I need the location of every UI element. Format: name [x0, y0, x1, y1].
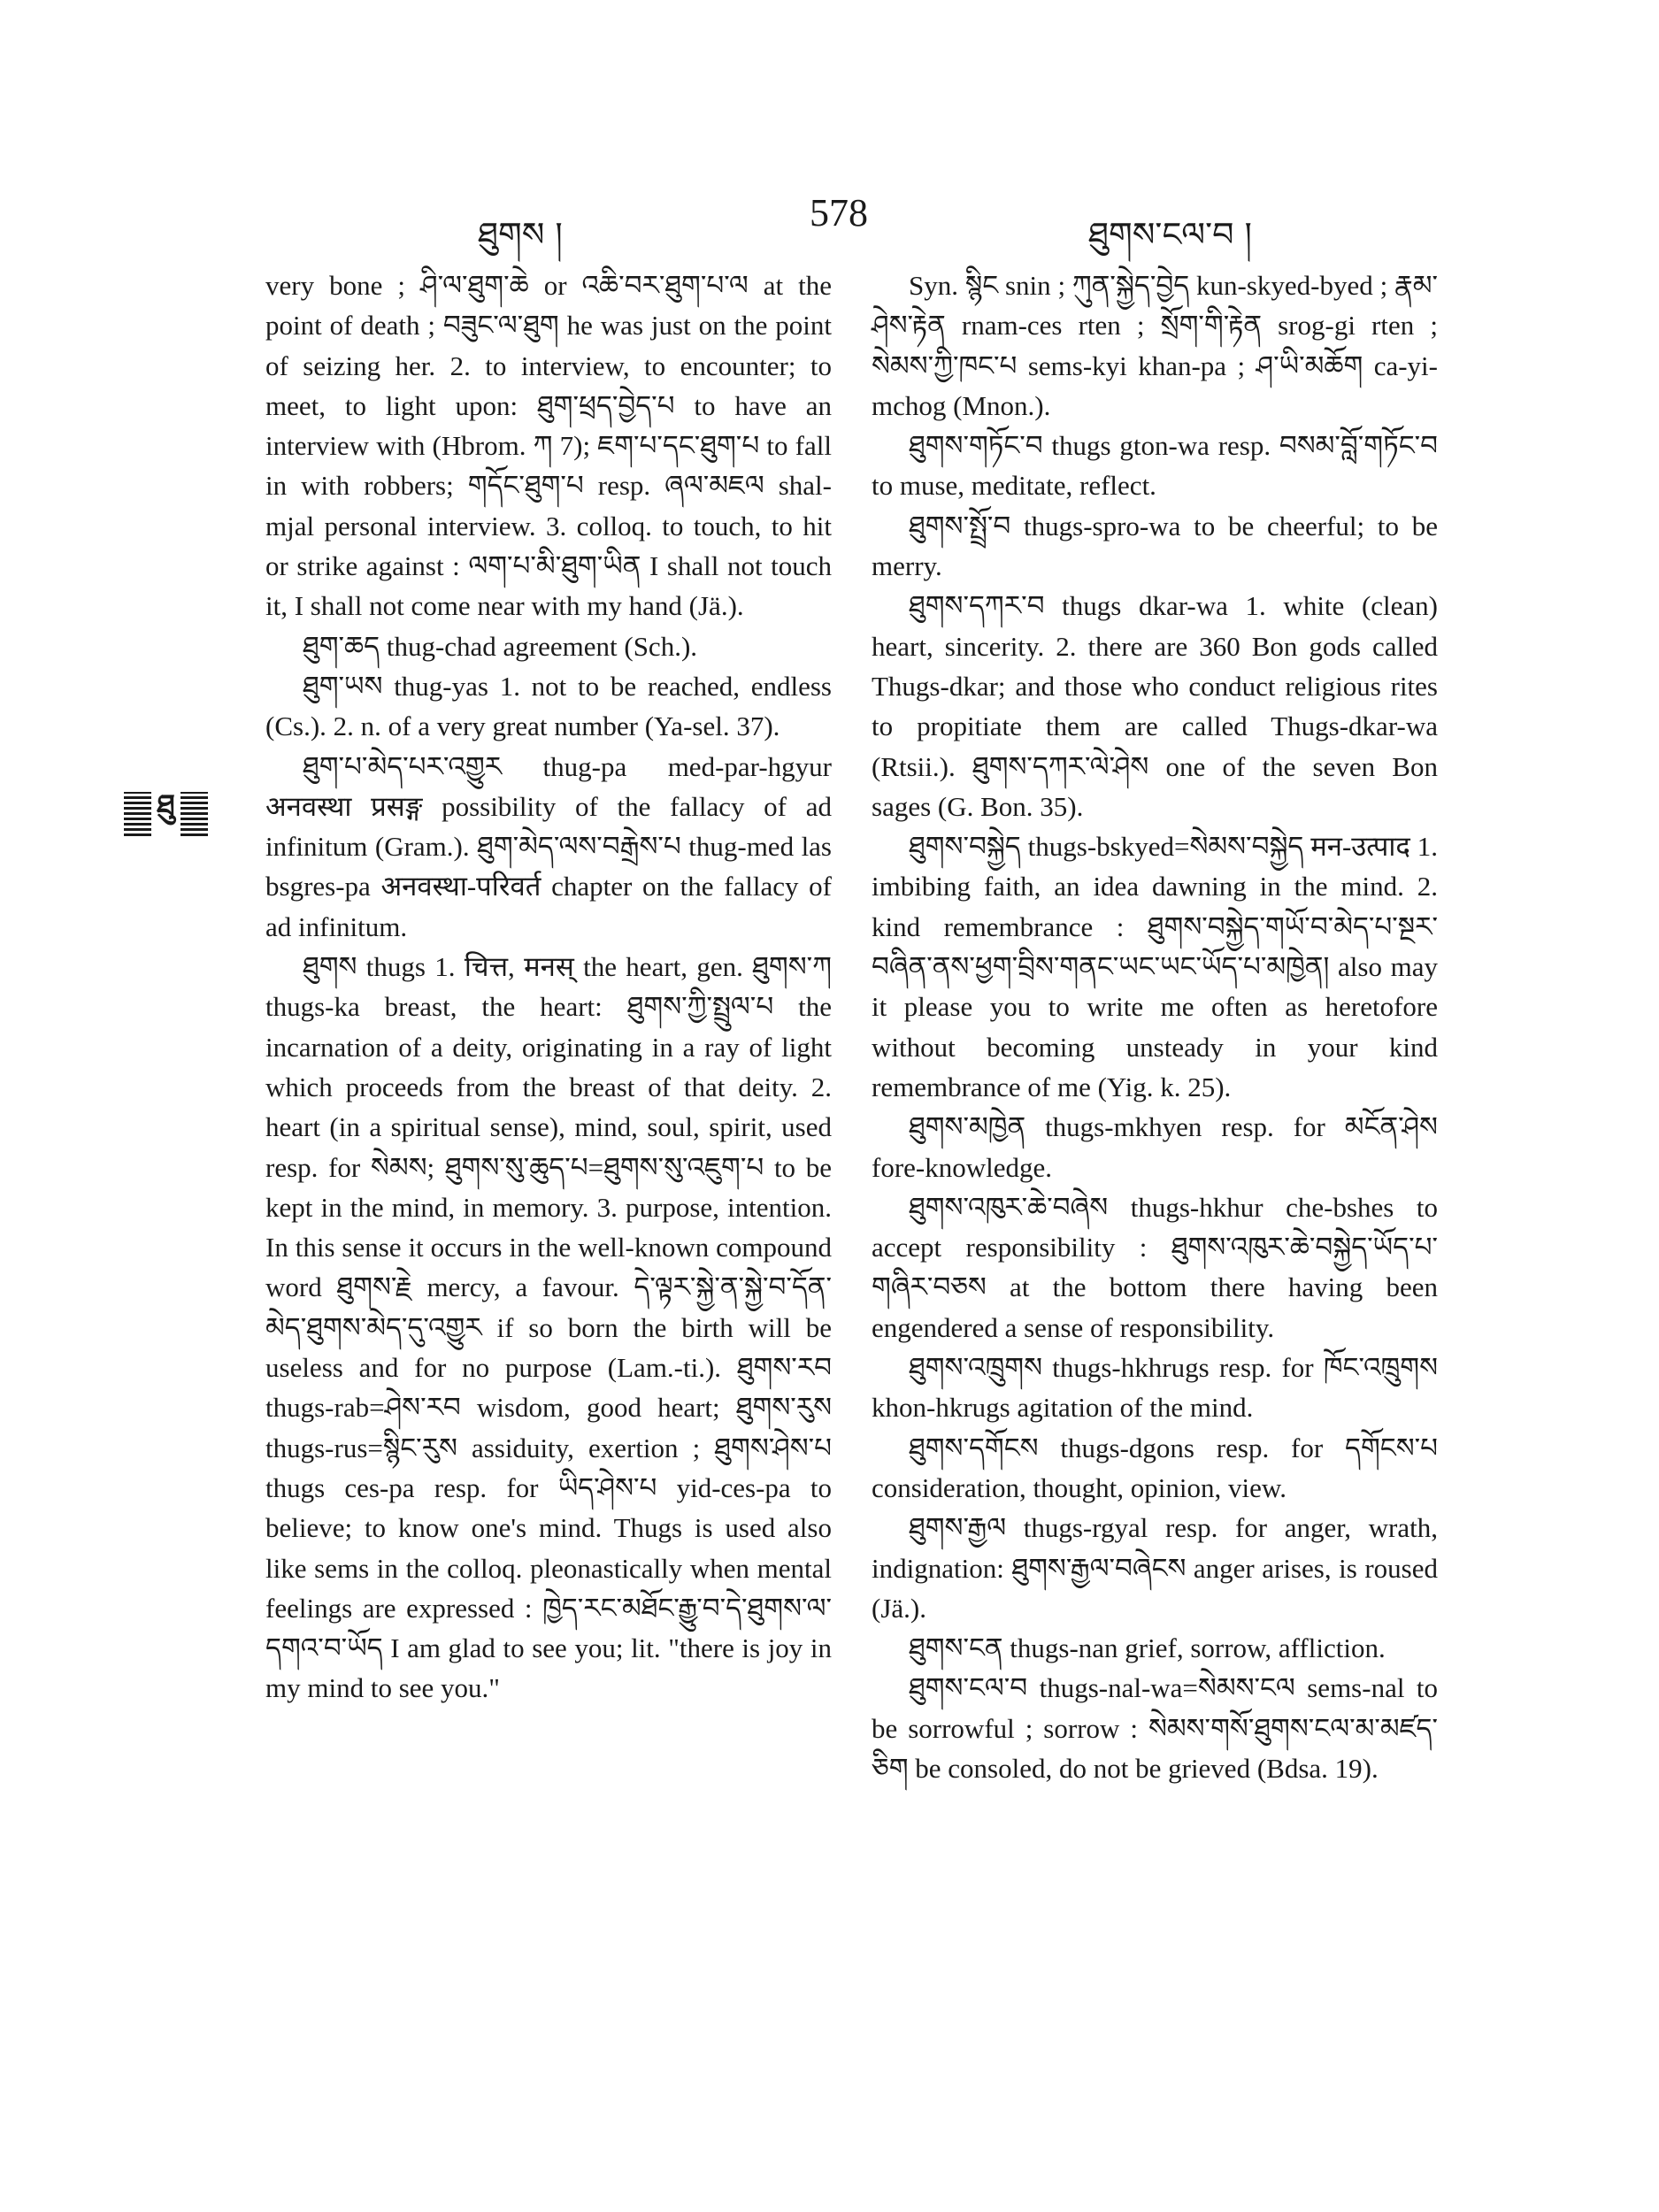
margin-marker-label: ཐུ	[151, 772, 180, 856]
margin-marker	[124, 788, 208, 836]
entry: ཐུགས་དཀར་བ thugs dkar-wa 1. white (clean) heart, sincerity. 2. there are 360 Bon gods called Thugs-dkar; and those who conduct religious rites to propitiate them are called Thugs-dkar-wa (Rtsii.). ཐུགས་དཀར་ལེ་ཤེས one of the seven Bon sages (G. Bon. 35).	[872, 590, 1438, 822]
entry: ཐུགས་འཁུར་ཆེ་བཞེས thugs-hkhur che-bshes to accept responsibility : ཐུགས་འཁུར་ཆེ་བསྐྱེད་ཡོད་པ་གཞིར་བཅས at the bottom there having been engendered a sense of responsibility.	[872, 1191, 1438, 1343]
entry: ཐུགས་གཏོང་བ thugs gton-wa resp. བསམ་བློ་གཏོང་བ to muse, meditate, reflect.	[872, 430, 1438, 502]
entry: ཐུག་པ་མེད་པར་འགྱུར thug-pa med-par-hgyur अनवस्था प्रसङ्ग possibility of the fallacy of ad infinitum (Gram.). ཐུག་མེད་ལས་བརྒྲེས་པ thug-med las bsgres-pa अनवस्था-परिवर्त chapter on the fallacy of ad infinitum.	[265, 750, 832, 942]
header-left-headword: ཐུགས །	[478, 215, 563, 254]
page-header	[265, 190, 1416, 254]
entry: ཐུགས་འཁྲུགས thugs-hkhrugs resp. for ཁོང་འཁྲུགས khon-hkrugs agitation of the mind.	[872, 1352, 1438, 1424]
entry: ཐུགས་ངན thugs-nan grief, sorrow, affliction.	[909, 1632, 1386, 1664]
right-column	[872, 265, 1438, 1788]
page-number: 578	[810, 191, 868, 234]
entry: ཐུགས་སྤྲོ་བ thugs-spro-wa to be cheerful; to be merry.	[872, 510, 1438, 582]
entry-continuation: very bone ; ཤི་ལ་ཐུག་ཆེ or འཆི་བར་ཐུག་པ་ལ at the point of death ; བཟུང་ལ་ཐུག he was just on the point of seizing her. 2. to interview, to encounter; to meet, to light upon: ཐུག་ཕྲད་བྱེད་པ to have an interview with (Hbrom. ཀ 7); ཇག་པ་དང་ཐུག་པ to fall in with robbers; གདོང་ཐུག་པ resp. ཞལ་མཇལ shal-mjal personal interview. 3. colloq. to touch, to hit or strike against : ལག་པ་མི་ཐུག་ཡིན I shall not touch it, I shall not come near with my hand (Jä.).	[265, 270, 832, 622]
entry: ཐུགས་བསྐྱེད thugs-bskyed=སེམས་བསྐྱེད मन-उत्पाद 1. imbibing faith, an idea dawning in the mind. 2. kind remembrance : ཐུགས་བསྐྱེད་གཡོ་བ་མེད་པ་སྔར་བཞིན་ནས་ཕྱག་བྲིས་གནང་ཡང་ཡང་ཡོད་པ་མཁྱེན། also may it please you to write me often as heretofore without becoming unsteady in your kind remembrance of me (Yig. k. 25).	[872, 831, 1438, 1102]
entry: ཐུག་ཡས thug-yas 1. not to be reached, endless (Cs.). 2. n. of a very great number (Ya-sel. 37).	[265, 670, 832, 742]
entry: Syn. སྙིང snin ; ཀུན་སྐྱེད་བྱེད kun-skyed-byed ; རྣམ་ཤེས་རྟེན rnam-ces rten ; སྲོག་གི་རྟེན srog-gi rten ; སེམས་ཀྱི་ཁང་པ sems-kyi khan-pa ; ཤ་ཡི་མཆོག ca-yi-mchog (Mnon.).	[872, 270, 1438, 421]
entry: ཐུགས་དགོངས thugs-dgons resp. for དགོངས་པ consideration, thought, opinion, view.	[872, 1432, 1438, 1503]
entry: ཐུགས་རྒྱལ thugs-rgyal resp. for anger, wrath, indignation: ཐུགས་རྒྱལ་བཞེངས anger arises, is roused (Jä.).	[872, 1512, 1438, 1624]
entry: ཐུགས་མཁྱེན thugs-mkhyen resp. for མངོན་ཤེས fore-knowledge.	[872, 1111, 1438, 1183]
entry: ཐུག་ཆད thug-chad agreement (Sch.).	[303, 630, 698, 662]
header-right-headword: ཐུགས་ངལ་བ །	[1088, 215, 1252, 254]
left-column	[265, 265, 832, 1709]
entry-main-headword: ཐུགས thugs 1. चित्त, मनस् the heart, gen. ཐུགས་ཀ thugs-ka breast, the heart: ཐུགས་ཀྱི་སྤྲུལ་པ the incarnation of a deity, originating in a ray of light which proceeds from the breast of that deity. 2. heart (in a spiritual sense), mind, soul, spirit, used resp. for སེམས; ཐུགས་སུ་ཆུད་པ=ཐུགས་སུ་འཇུག་པ to be kept in the mind, in memory. 3. purpose, intention. In this sense it occurs in the well-known compound word ཐུགས་རྗེ mercy, a favour. དེ་ལྟར་སྐྱེ་ན་སྐྱེ་བ་དོན་མེད་ཐུགས་མེད་དུ་འགྱུར if so born the birth will be useless and for no purpose (Lam.-ti.). ཐུགས་རབ thugs-rab=ཤེས་རབ wisdom, good heart; ཐུགས་རུས thugs-rus=སྙིང་རུས assiduity, exertion ; ཐུགས་ཤེས་པ thugs ces-pa resp. for ཡིད་ཤེས་པ yid-ces-pa to believe; to know one's mind. Thugs is used also like sems in the colloq. pleonastically when mental feelings are expressed : ཁྱེད་རང་མཐོང་རྒྱུ་བ་དེ་ཐུགས་ལ་དགའ་བ་ཡོད I am glad to see you; lit. "there is joy in my mind to see you."	[265, 951, 832, 1704]
entry: ཐུགས་ངལ་བ thugs-nal-wa=སེམས་ངལ sems-nal to be sorrowful ; sorrow : སེམས་གསོ་ཐུགས་ངལ་མ་མཛད་ཅིག be consoled, do not be grieved (Bdsa. 19).	[872, 1672, 1438, 1784]
